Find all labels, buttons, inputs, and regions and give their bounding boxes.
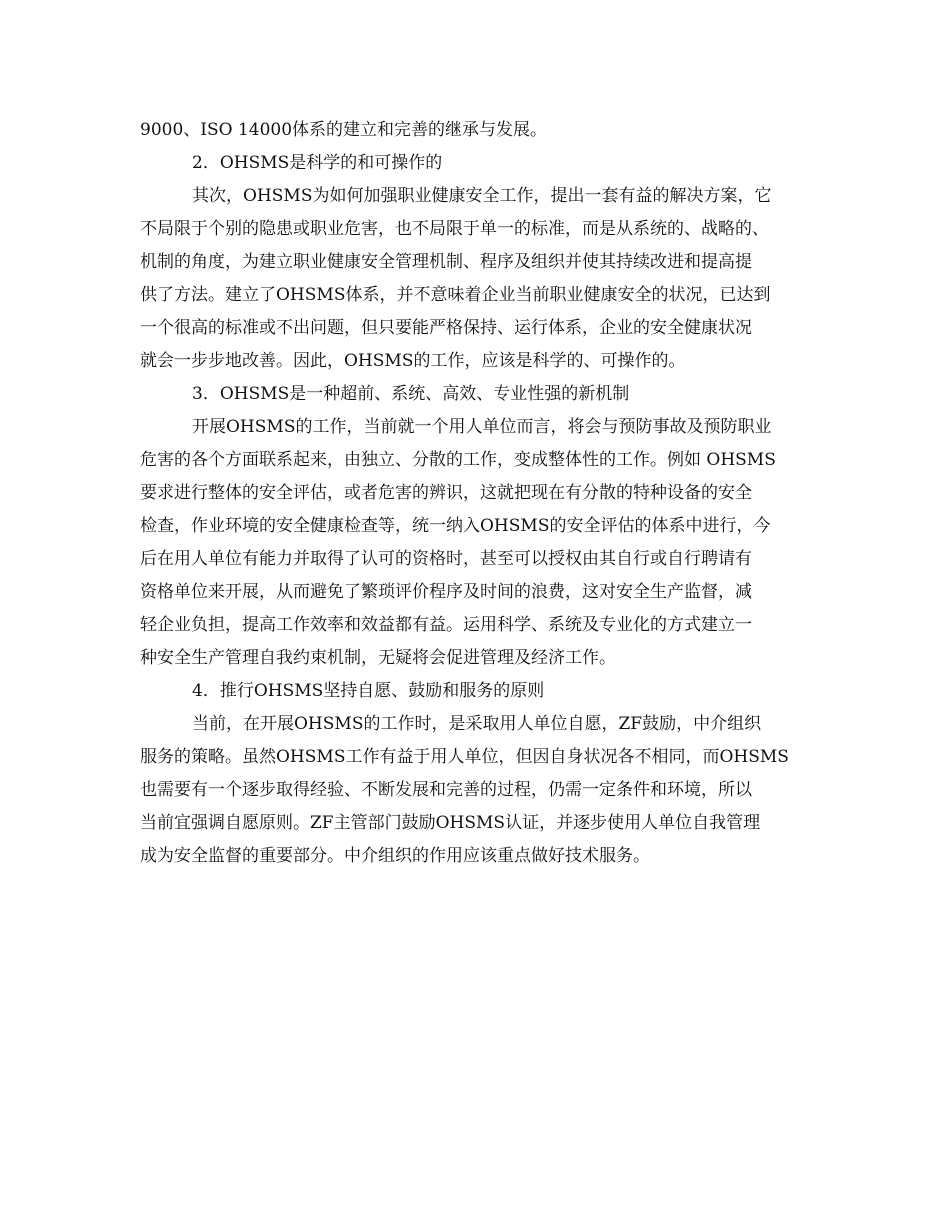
text-line: 种安全生产管理自我约束机制，无疑将会促进管理及经济工作。 bbox=[140, 648, 616, 668]
text-line: 要求进行整体的安全评估，或者危害的辨识，这就把现在有分散的特种设备的安全 bbox=[140, 483, 752, 503]
text-line: 也需要有一个逐步取得经验、不断发展和完善的过程，仍需一定条件和环境，所以 bbox=[140, 780, 752, 800]
text-line: 当前宜强调自愿原则。ZF主管部门鼓励OHSMS认证，并逐步使用人单位自我管理 bbox=[140, 813, 761, 833]
text-line: 当前，在开展OHSMS的工作时，是采取用人单位自愿，ZF鼓励，中介组织 bbox=[192, 714, 762, 734]
text-line: 成为安全监督的重要部分。中介组织的作用应该重点做好技术服务。 bbox=[140, 846, 650, 866]
text-line: 资格单位来开展，从而避免了繁琐评价程序及时间的浪费，这对安全生产监督，减 bbox=[140, 582, 752, 602]
text-line: 供了方法。建立了OHSMS体系，并不意味着企业当前职业健康安全的状况，已达到 bbox=[140, 285, 771, 305]
text-line: 开展OHSMS的工作，当前就一个用人单位而言，将会与预防事故及预防职业 bbox=[192, 417, 772, 437]
text-line: 不局限于个别的隐患或职业危害，也不局限于单一的标准，而是从系统的、战略的、 bbox=[140, 219, 769, 239]
text-line: 轻企业负担，提高工作效率和效益都有益。运用科学、系统及专业化的方式建立一 bbox=[140, 615, 752, 635]
text-line: 就会一步步地改善。因此，OHSMS的工作，应该是科学的、可操作的。 bbox=[140, 351, 686, 371]
text-line: 检查，作业环境的安全健康检查等，统一纳入OHSMS的安全评估的体系中进行，今 bbox=[140, 516, 771, 536]
text-line: 一个很高的标准或不出问题，但只要能严格保持、运行体系，企业的安全健康状况 bbox=[140, 318, 752, 338]
text-line: 机制的角度，为建立职业健康安全管理机制、程序及组织并使其持续改进和提高提 bbox=[140, 252, 752, 272]
text-line: 服务的策略。虽然OHSMS工作有益于用人单位，但因自身状况各不相同，而OHSMS bbox=[140, 747, 789, 767]
text-line: 危害的各个方面联系起来，由独立、分散的工作，变成整体性的工作。例如 OHSMS bbox=[140, 450, 776, 470]
section-heading: 2．OHSMS是科学的和可操作的 bbox=[192, 153, 443, 173]
text-line: 后在用人单位有能力并取得了认可的资格时，甚至可以授权由其自行或自行聘请有 bbox=[140, 549, 752, 569]
document-body bbox=[140, 114, 820, 873]
text-line: 9000、ISO 14000体系的建立和完善的继承与发展。 bbox=[140, 120, 548, 140]
text-line: 其次，OHSMS为如何加强职业健康安全工作，提出一套有益的解决方案，它 bbox=[192, 186, 772, 206]
section-heading: 4．推行OHSMS坚持自愿、鼓励和服务的原则 bbox=[192, 681, 545, 701]
section-heading: 3．OHSMS是一种超前、系统、高效、专业性强的新机制 bbox=[192, 384, 630, 404]
